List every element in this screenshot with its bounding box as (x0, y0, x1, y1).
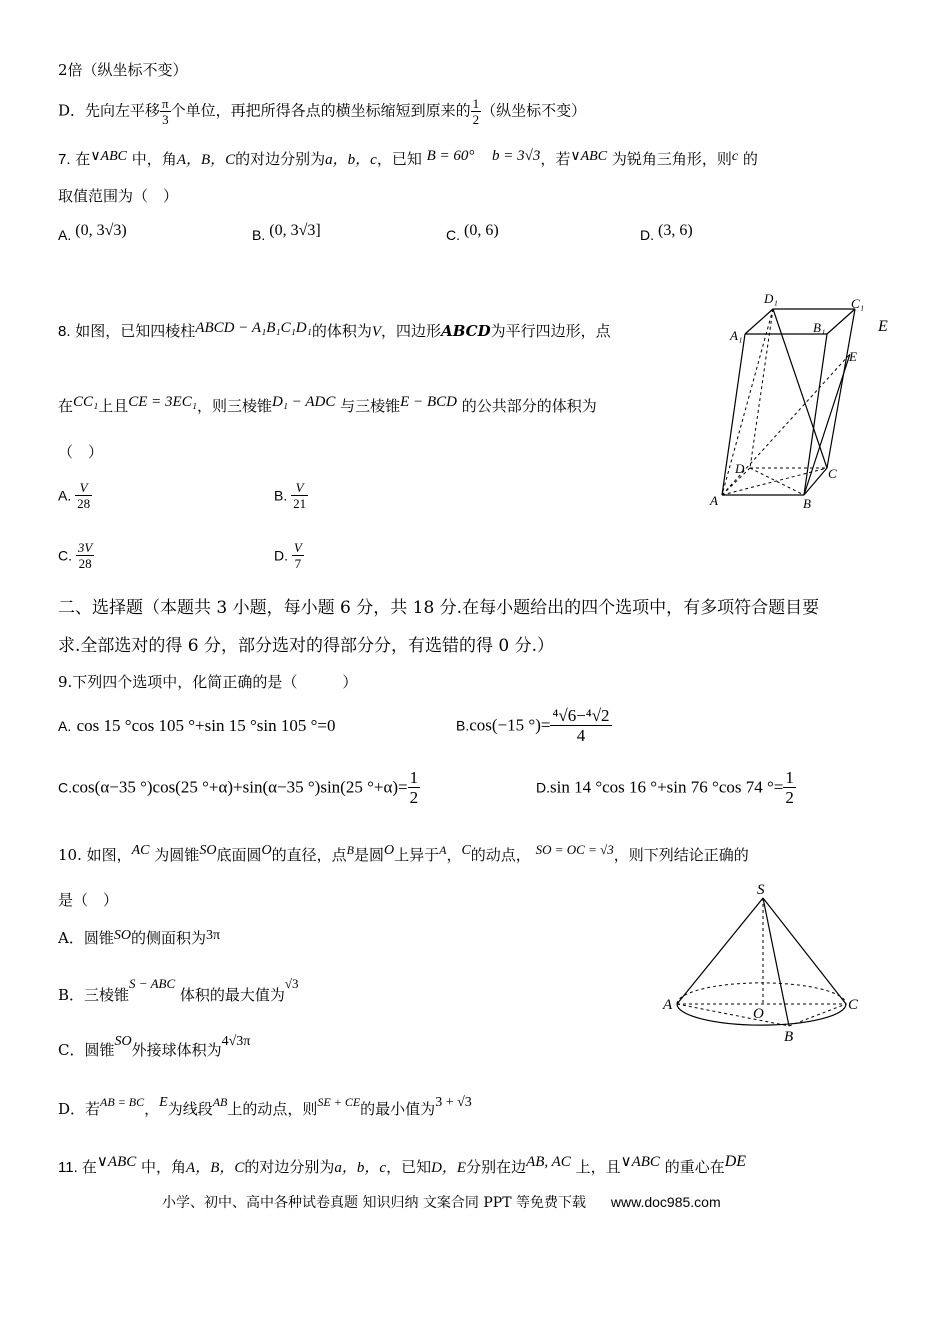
q8-stem-line1: 8. 如图，已知四棱柱ABCD − A₁B₁C₁D₁的体积为V，四边形ABCD为平行四边形，点 (58, 320, 611, 340)
q10-option-c[interactable]: C．圆锥SO外接球体积为4√3π (58, 1034, 251, 1059)
q8-point-e-label: E (878, 318, 888, 335)
section2-header-line1: 二、选择题（本题共 3 小题，每小题 6 分，共 18 分.在每小题给出的四个选项中，有多项符合题目要 (58, 598, 820, 618)
prev-question-option-d: D．先向左平移 $\frac{\pi}{3}$ 个单位，再把所得各点的横坐标缩短到原来的 $\frac{1}{2}$ （纵坐标不变） (58, 96, 587, 127)
section2-header-line2: 求.全部选对的得 6 分，部分选对的得部分分，有选错的得 0 分.） (58, 636, 555, 656)
q7-stem-line1: 7. 在∨ABC 中，角A，B，C的对边分别为a，b，c，已知 B = 60° b = 3√3，若∨ABC 为锐角三角形，则c 的 (58, 148, 758, 168)
q10-stem-line2: 是（ ） (58, 891, 119, 909)
label-a1: A₁ (730, 328, 743, 343)
q10-option-d[interactable]: D．若$^{AB = BC}$，E为线段$^{AB}$上的动点，则$^{SE + CE}$的最小值为3 + √3 (58, 1095, 472, 1118)
label-a: A (663, 997, 673, 1013)
q8-option-d[interactable]: D. $\frac{V}{7}$ (274, 540, 302, 571)
q7-option-c[interactable]: C. (0, 6) (446, 222, 499, 243)
label-o: O (753, 1006, 764, 1022)
q10-option-b[interactable]: B．三棱锥S − ABC 体积的最大值为√3 (58, 976, 299, 1004)
q8-prism-figure (700, 288, 880, 518)
q10-stem-line1: 10. 如图，AC 为圆锥SO底面圆O的直径，点$^B$是圆O上异于$^A$，C的动点， SO = OC = √3，则下列结论正确的 (58, 842, 749, 864)
label-c: C (828, 466, 837, 481)
footer (162, 1192, 721, 1213)
q10-option-a[interactable]: A．圆锥SO的侧面积为3π (58, 928, 221, 947)
label-b: B (803, 496, 811, 511)
footer-text: 小学、初中、高中各种试卷真题 知识归纳 文案合同 PPT 等免费下载 (162, 1195, 586, 1211)
q9-stem: 9.下列四个选项中，化简正确的是（ ） (58, 673, 358, 691)
q9-option-b[interactable]: B.cos(−15 °)= $\frac{\text{⁴√6−⁴√2}}{4}$ (456, 706, 610, 745)
q7-stem-line2: 取值范围为（ ） (58, 187, 179, 205)
q9-option-c[interactable]: C.cos(α−35 °)cos(25 °+α)+sin(α−35 °)sin(25 °+α)= $\frac{1}{2}$ (58, 768, 419, 807)
label-e: E (849, 349, 857, 364)
q11-stem-line1: 11. 在∨ABC 中，角A，B，C的对边分别为a，b，c，已知D，E分别在边AB, AC 上，且∨ABC 的重心在DE (58, 1153, 747, 1176)
label-c1: C₁ (851, 296, 865, 311)
prev-question-tail: 2倍（纵坐标不变） (58, 61, 188, 79)
q9-option-d[interactable]: D.sin 14 °cos 16 °+sin 76 °cos 74 °= $\frac{1}{2}$ (536, 768, 794, 807)
q8-option-b[interactable]: B. $\frac{V}{21}$ (274, 480, 307, 511)
q10-cone-figure (660, 878, 870, 1048)
label-d1: D₁ (764, 291, 778, 306)
label-c: C (848, 997, 859, 1013)
q9-option-a[interactable]: A. cos 15 °cos 105 °+sin 15 °sin 105 °=0 (58, 716, 336, 735)
q7-option-d[interactable]: D. (3, 6) (640, 222, 693, 243)
fraction-one-half: $\frac{1}{2}$ (472, 96, 480, 127)
label-b: B (784, 1029, 794, 1045)
label-d: D (735, 461, 745, 476)
label-b1: B₁ (813, 320, 826, 335)
footer-url[interactable]: www.doc985.com (610, 1194, 721, 1210)
q8-stem-line2: 在CC₁上且CE = 3EC₁，则三棱锥D₁ − ADC 与三棱锥E − BCD 的公共部分的体积为 (58, 394, 597, 415)
q7-option-b[interactable]: B. (0, 3√3] (252, 222, 321, 243)
label-s: S (757, 882, 765, 898)
q8-stem-line3: （ ） (58, 443, 104, 461)
label-a: A (710, 493, 718, 508)
q7-option-a[interactable]: A. (0, 3√3) (58, 222, 127, 243)
q8-option-a[interactable]: A. $\frac{V}{28}$ (58, 480, 91, 511)
q8-option-c[interactable]: C. $\frac{3V}{28}$ (58, 540, 93, 571)
fraction-pi-over-3: $\frac{\pi}{3}$ (162, 96, 169, 127)
